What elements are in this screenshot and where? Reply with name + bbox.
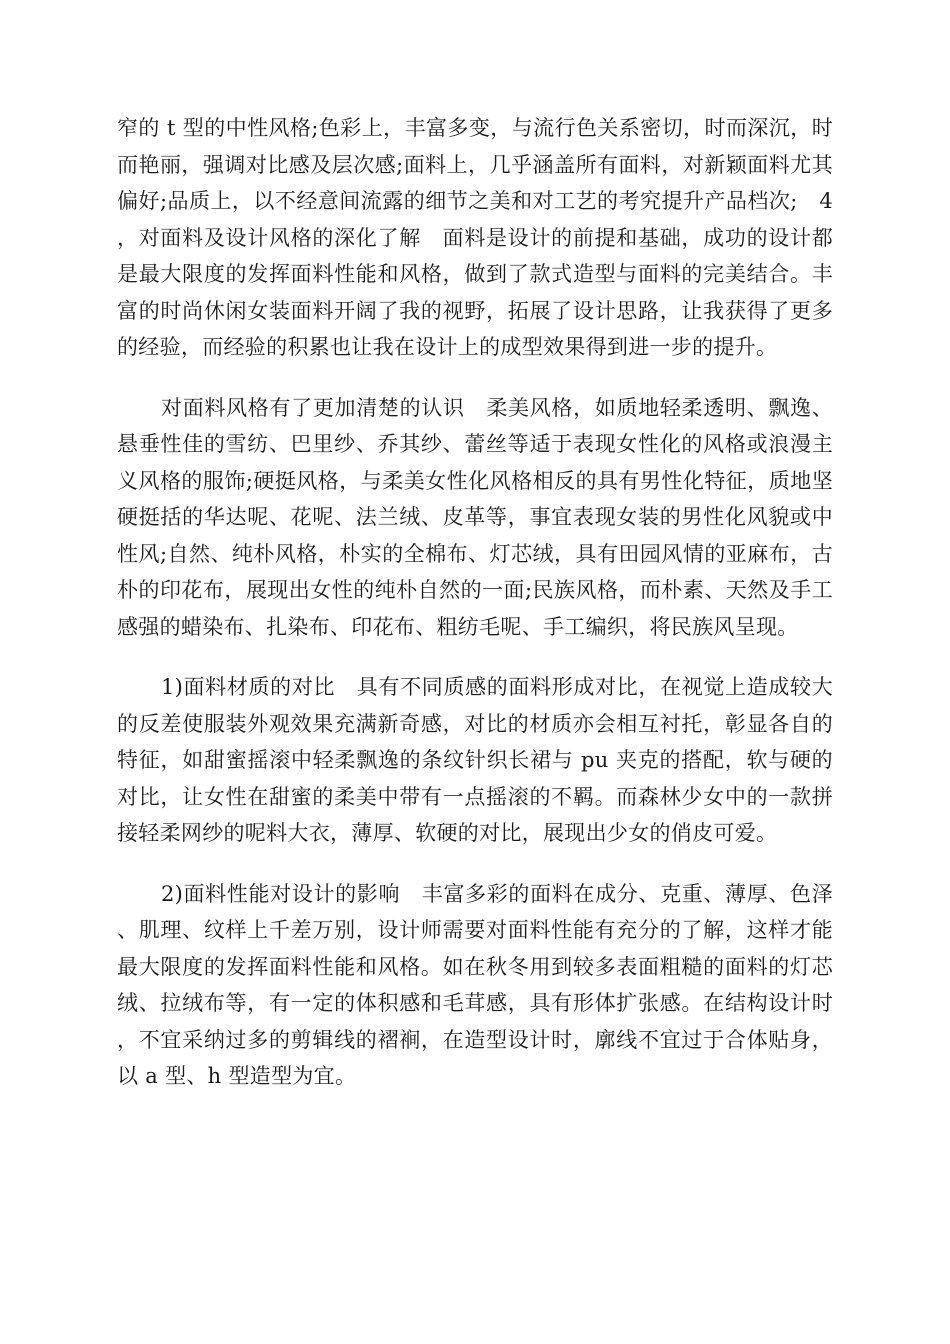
paragraph-material-contrast: 1)面料材质的对比 具有不同质感的面料形成对比，在视觉上造成较大的反差使服装外观效果充满新奇感，对比的材质亦会相互衬托，彰显各自的特征，如甜蜜摇滚中轻柔飘逸的条纹针织长裙与 pu 夹克的搭配，软与硬的对比，让女性在甜蜜的柔美中带有一点摇滚的不羁。而森林少女中的一款拼接轻柔网纱的呢料大衣，薄厚、软硬的对比，展现出少女的俏皮可爱。	[117, 675, 833, 845]
paragraph-continuation: 窄的 t 型的中性风格;色彩上，丰富多变，与流行色关系密切，时而深沉，时而艳丽，强调对比感及层次感;面料上，几乎涵盖所有面料，对新颖面料尤其偏好;品质上，以不经意间流露的细节之美和对工艺的考究提升产品档次; 4，对面料及设计风格的深化了解 面料是设计的前提和基础，成功的设计都是最大限度的发挥面料性能和风格，做到了款式造型与面料的完美结合。丰富的时尚休闲女装面料开阔了我的视野，拓展了设计思路，让我获得了更多的经验，而经验的积累也让我在设计上的成型效果得到进一步的提升。	[117, 116, 833, 359]
document-body	[117, 110, 833, 1119]
paragraph-fabric-styles: 对面料风格有了更加清楚的认识 柔美风格，如质地轻柔透明、飘逸、悬垂性佳的雪纺、巴里纱、乔其纱、蕾丝等适于表现女性化的风格或浪漫主义风格的服饰;硬挺风格，与柔美女性化风格相反的具有男性化特征，质地坚硬挺括的华达呢、花呢、法兰绒、皮革等，事宜表现女装的男性化风貌或中性风;自然、纯朴风格，朴实的全棉布、灯芯绒，具有田园风情的亚麻布，古朴的印花布，展现出女性的纯朴自然的一面;民族风格，而朴素、天然及手工感强的蜡染布、扎染布、印花布、粗纺毛呢、手工编织，将民族风呈现。	[117, 395, 833, 639]
paragraph-fabric-performance: 2)面料性能对设计的影响 丰富多彩的面料在成分、克重、薄厚、色泽、肌理、纹样上千差万别，设计师需要对面料性能有充分的了解，这样才能最大限度的发挥面料性能和风格。如在秋冬用到较多表面粗糙的面料的灯芯绒、拉绒布等，有一定的体积感和毛茸感，具有形体扩张感。在结构设计时，不宜采纳过多的剪辑线的褶裥，在造型设计时，廓线不宜过于合体贴身，以 a 型、h 型造型为宜。	[117, 881, 833, 1088]
